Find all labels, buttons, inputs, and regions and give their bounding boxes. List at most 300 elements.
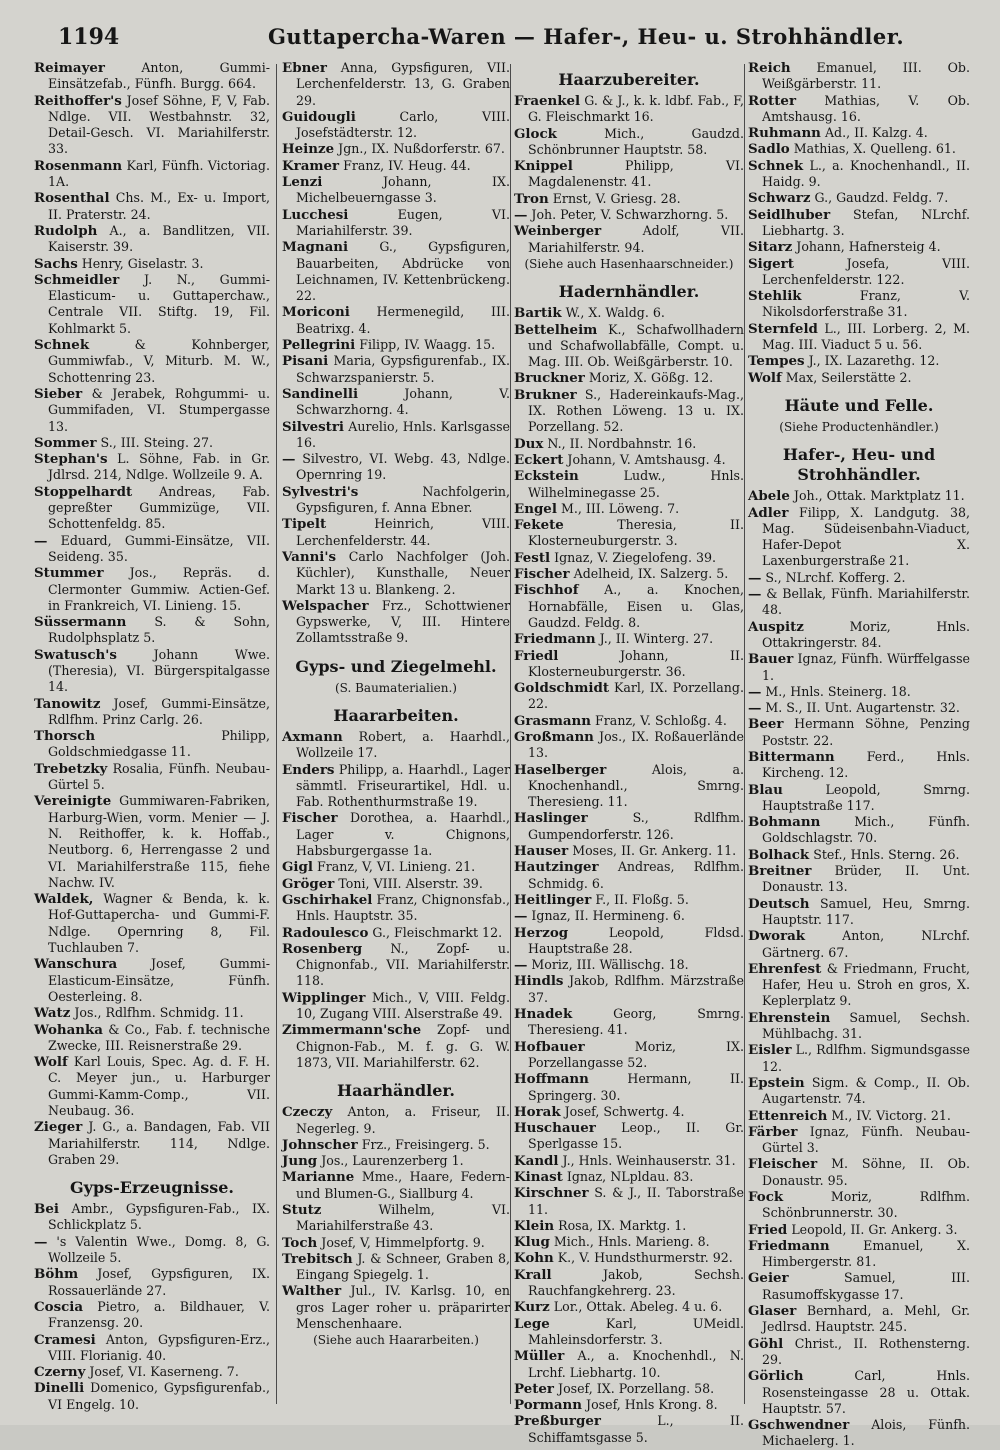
directory-entry xyxy=(514,729,744,762)
directory-entry xyxy=(282,60,510,109)
entry-details: Henry, Giselastr. 3. xyxy=(81,255,204,271)
directory-entry xyxy=(748,1156,970,1189)
entry-details: Ignaz, Fünfh. Würffelgasse 1. xyxy=(762,651,970,683)
entry-details: Wagner & Benda, k. k. Hof-Guttapercha- und Gummi-F. Ndlge. Opernring 8, Fil. Tuchlauben 7. xyxy=(48,891,270,956)
entry-name: Bei xyxy=(34,1201,59,1218)
entry-details: Hermenegild, III. Beatrixg. 4. xyxy=(296,304,510,336)
entry-details: Moriz, III. Wällischg. 18. xyxy=(531,957,689,973)
directory-entry xyxy=(748,700,970,716)
entry-details: Mathias, X. Quelleng. 61. xyxy=(793,141,956,157)
entry-name: Silvestri xyxy=(282,418,345,435)
entry-details: J. & Schneer, Graben 8, Eingang Spiegelg. 1. xyxy=(296,1250,510,1283)
column-4 xyxy=(748,60,970,1449)
entry-name: Lenzi xyxy=(282,174,323,191)
entry-name: — xyxy=(34,1233,48,1250)
entry-details: Alois, a. Knochenhandl., Smrng. Theresieng. 11. xyxy=(528,761,744,810)
entry-name: Haselberger xyxy=(514,761,607,778)
directory-entry xyxy=(514,892,744,908)
directory-entry xyxy=(748,570,970,586)
entry-name: Reimayer xyxy=(34,60,105,76)
entry-name: Sylvestri's xyxy=(282,483,359,500)
directory-entry xyxy=(748,863,970,896)
directory-entry xyxy=(514,1381,744,1397)
entry-name: Preßburger xyxy=(514,1413,601,1430)
directory-entry xyxy=(282,762,510,811)
entry-details: Josef, Gummi-Elasticum-Einsätze, Fünfh. Oesterleing. 8. xyxy=(48,956,270,1004)
directory-entry xyxy=(514,925,744,958)
column-2 xyxy=(282,60,510,1410)
entry-name: Sigert xyxy=(748,255,794,272)
entry-name: Radoulesco xyxy=(282,924,369,941)
entry-details: Aurelio, Hnls. Karlsgasse 16. xyxy=(296,418,510,450)
entry-name: Dinelli xyxy=(34,1380,85,1397)
entry-details: A., a. Knochen, Hornabfälle, Eisen u. Glas, Gaudzd. Feldg. 8. xyxy=(528,582,744,630)
entry-details: Rosalia, Fünfh. Neubau-Gürtel 5. xyxy=(48,760,270,793)
entry-name: Görlich xyxy=(748,1368,804,1385)
entry-name: Pormann xyxy=(514,1397,583,1414)
entry-name: Reithoffer's xyxy=(34,92,122,109)
directory-entry xyxy=(514,762,744,811)
directory-entry xyxy=(514,908,744,924)
entry-name: Großmann xyxy=(514,728,594,745)
entry-details: Jos., Repräs. d. Clermonter Gummiw. Actien-Gef. in Frankreich, VI. Linieng. 15. xyxy=(48,565,270,613)
directory-entry xyxy=(34,696,270,729)
directory-entry xyxy=(748,1417,970,1450)
entry-details: Anton, NLrchf. Gärtnerg. 67. xyxy=(762,928,970,960)
entry-name: Gschirhakel xyxy=(282,891,373,908)
entry-name: Bolhack xyxy=(748,846,810,863)
directory-entry xyxy=(514,582,744,631)
directory-entry xyxy=(282,484,510,517)
running-head: Guttapercha-Waren — Hafer-, Heu- u. Strohhändler. xyxy=(268,24,905,49)
entry-details: Karl, Fünfh. Victoriag. 1A. xyxy=(48,157,270,190)
entry-details: Heinrich, VIII. Lerchenfelderstr. 44. xyxy=(296,516,510,548)
entry-details: Rosa, IX. Marktg. 1. xyxy=(558,1217,687,1233)
entry-details: Josef, Schwertg. 4. xyxy=(564,1103,685,1119)
directory-entry xyxy=(514,1006,744,1039)
entry-name: Sieber xyxy=(34,385,83,402)
entry-details: Nachfolgerin, Gypsfiguren, f. Anna Ebner. xyxy=(296,483,510,516)
entry-details: Sigm. & Comp., II. Ob. Augartenstr. 74. xyxy=(762,1074,970,1107)
entry-details: Anna, Gypsfiguren, VII. Lerchenfelderstr. 13, G. Graben 29. xyxy=(296,60,510,108)
entry-details: Johann, V. Amtshausg. 4. xyxy=(567,451,726,467)
entry-name: Welspacher xyxy=(282,597,369,614)
directory-entry xyxy=(34,190,270,223)
directory-entry xyxy=(34,1119,270,1168)
directory-entry xyxy=(748,1189,970,1222)
directory-entry xyxy=(282,859,510,875)
entry-details: Johann, IX. Michelbeuerngasse 3. xyxy=(296,174,510,206)
directory-entry xyxy=(748,651,970,684)
section-heading: Hadernhändler. xyxy=(558,282,700,302)
entry-name: Swatusch's xyxy=(34,646,117,663)
entry-details: Moriz, Hnls. Ottakringerstr. 84. xyxy=(762,618,970,650)
entry-name: — xyxy=(748,700,762,717)
directory-entry xyxy=(282,353,510,386)
entry-details: Ad., II. Kalzg. 4. xyxy=(824,125,928,141)
entry-details: Ambr., Gypsfiguren-Fab., IX. Schlickplatz 5. xyxy=(48,1201,270,1233)
entry-details: Jos., Rdlfhm. Schmidg. 11. xyxy=(74,1005,244,1021)
section-heading: Gyps-Erzeugnisse. xyxy=(70,1178,234,1198)
entry-name: Sandinelli xyxy=(282,385,359,402)
entry-details: Leop., II. Gr. Sperlgasse 15. xyxy=(528,1120,744,1152)
entry-name: Reich xyxy=(748,60,791,76)
entry-name: Tempes xyxy=(748,353,805,370)
directory-entry xyxy=(748,256,970,289)
directory-entry xyxy=(282,1022,510,1071)
entry-name: Goldschmidt xyxy=(514,680,610,697)
directory-entry xyxy=(514,1250,744,1266)
entry-name: — xyxy=(748,569,762,586)
entry-details: Emanuel, X. Himbergerstr. 81. xyxy=(762,1237,970,1270)
entry-details: Franz, V. Nikolsdorferstraße 31. xyxy=(762,288,970,320)
entry-details: J., IX. Lazarethg. 12. xyxy=(808,353,940,369)
entry-name: Lege xyxy=(514,1315,550,1332)
directory-entry xyxy=(514,1267,744,1300)
directory-entry xyxy=(748,190,970,206)
directory-entry xyxy=(514,1071,744,1104)
entry-details: Hermann, II. Springerg. 30. xyxy=(528,1071,744,1103)
directory-entry xyxy=(282,598,510,647)
entry-name: Weinberger xyxy=(514,223,602,240)
directory-entry xyxy=(514,1218,744,1234)
entry-details: Samuel, Heu, Smrng. Hauptstr. 117. xyxy=(762,895,970,927)
directory-entry xyxy=(514,1397,744,1413)
directory-entry xyxy=(514,1234,744,1250)
entry-name: Kandl xyxy=(514,1152,559,1169)
entry-name: Bittermann xyxy=(748,748,835,765)
section-heading: Häute und Felle. xyxy=(784,395,934,415)
entry-name: Heitlinger xyxy=(514,891,592,908)
entry-details: A., a. Knochenhdl., N. Lrchf. Liebhartg. 10. xyxy=(528,1348,744,1380)
entry-details: Theresia, II. Klosterneuburgerstr. 3. xyxy=(528,517,744,549)
entry-name: Fischer xyxy=(514,566,570,583)
entry-name: Axmann xyxy=(282,728,343,745)
entry-name: Hofbauer xyxy=(514,1038,585,1055)
entry-name: Eckstein xyxy=(514,468,579,485)
directory-entry xyxy=(34,565,270,614)
entry-name: — xyxy=(748,683,762,700)
directory-entry xyxy=(514,810,744,843)
entry-name: Fischhof xyxy=(514,582,579,599)
entry-name: Sommer xyxy=(34,434,97,451)
entry-details: M., Hnls. Steinerg. 18. xyxy=(765,683,911,699)
entry-details: & Co., Fab. f. technische Zwecke, III. Reisnerstraße 29. xyxy=(48,1021,270,1053)
entry-name: Pellegrini xyxy=(282,337,356,354)
directory-entry xyxy=(282,1169,510,1202)
entry-name: Sitarz xyxy=(748,239,793,256)
directory-entry xyxy=(514,370,744,386)
entry-details: S. & Sohn, Rudolphsplatz 5. xyxy=(48,614,270,646)
directory-entry xyxy=(34,793,270,891)
entry-details: Zopf- und Chignon-Fab., M. f. g. G. W. 1873, VII. Mariahilferstr. 62. xyxy=(296,1022,510,1070)
directory-entry xyxy=(282,304,510,337)
entry-details: Ludw., Hnls. Wilhelminegasse 25. xyxy=(528,468,744,500)
column-3 xyxy=(514,60,744,1445)
directory-entry xyxy=(748,1238,970,1271)
cross-reference-note: (Siehe auch Haararbeiten.) xyxy=(313,1333,479,1348)
directory-entry xyxy=(34,1201,270,1234)
directory-entry xyxy=(282,337,510,353)
entry-details: Jos., IX. Roßauerlände 13. xyxy=(528,728,744,761)
entry-details: Frz., Freisingerg. 5. xyxy=(361,1136,490,1152)
entry-details: Franz, V, VI. Linieng. 21. xyxy=(317,859,476,875)
entry-details: M. S., II. Unt. Augartenstr. 32. xyxy=(765,700,960,716)
section-heading: Haarhändler. xyxy=(337,1081,455,1101)
entry-details: S., Hadereinkaufs-Mag., IX. Rothen Löweng. 13 u. IX. Porzellang. 52. xyxy=(528,386,744,435)
entry-name: Stehlik xyxy=(748,288,802,305)
entry-details: Franz, IV. Heug. 44. xyxy=(343,157,471,173)
entry-name: — xyxy=(748,586,762,603)
entry-name: Festl xyxy=(514,549,551,566)
directory-entry xyxy=(514,126,744,159)
directory-entry xyxy=(514,191,744,207)
entry-name: Guidougli xyxy=(282,108,356,125)
entry-name: Lucchesi xyxy=(282,206,349,223)
entry-name: Adler xyxy=(748,504,789,521)
column-divider xyxy=(744,64,745,1404)
directory-entry xyxy=(748,125,970,141)
entry-name: Hnadek xyxy=(514,1006,573,1023)
directory-entry xyxy=(748,1042,970,1075)
entry-name: Zieger xyxy=(34,1119,83,1136)
entry-name: — xyxy=(282,451,296,468)
directory-entry xyxy=(34,158,270,191)
entry-details: Eugen, VI. Mariahilferstr. 39. xyxy=(296,206,510,238)
entry-details: Josef, IX. Porzellang. 58. xyxy=(558,1380,715,1396)
entry-details: Karl, IX. Porzellang. 22. xyxy=(528,680,744,712)
entry-name: Fried xyxy=(748,1221,788,1238)
entry-name: Klug xyxy=(514,1234,550,1251)
entry-name: Seidlhuber xyxy=(748,206,831,223)
entry-name: Ettenreich xyxy=(748,1107,828,1124)
directory-entry xyxy=(282,239,510,304)
entry-name: Trebetzky xyxy=(34,760,108,777)
entry-details: Josef, Hnls Krong. 8. xyxy=(586,1397,718,1413)
entry-details: Jgn., IX. Nußdorferstr. 67. xyxy=(338,141,505,157)
entry-details: Ferd., Hnls. Kircheng. 12. xyxy=(762,748,970,781)
entry-name: Haslinger xyxy=(514,810,588,827)
page-number: 1194 xyxy=(58,24,120,50)
entry-name: Göhl xyxy=(748,1335,784,1352)
directory-entry xyxy=(748,60,970,93)
entry-details: S., NLrchf. Kofferg. 2. xyxy=(765,569,906,585)
entry-details: K., Schafwollhadern und Schafwollabfälle, Compt. u. Mag. III. Ob. Weißgärberstr. 10. xyxy=(528,321,744,370)
directory-entry xyxy=(748,141,970,157)
entry-details: Karl, UMeidl. Mahleinsdorferstr. 3. xyxy=(528,1315,744,1347)
entry-name: Engel xyxy=(514,500,557,517)
entry-details: Mme., Haare, Federn- und Blumen-G., Siallburg 4. xyxy=(296,1169,510,1201)
entry-details: Bernhard, a. Mehl, Gr. Jedlrsd. Hauptstr. 245. xyxy=(762,1303,970,1335)
entry-details: L., III. Lorberg. 2, M. Mag. III. Viaduct 5 u. 56. xyxy=(762,320,970,353)
entry-details: S., Rdlfhm. Gumpendorferstr. 126. xyxy=(528,810,744,842)
directory-entry xyxy=(282,549,510,598)
entry-name: Vanni's xyxy=(282,548,337,565)
entry-name: Zimmermann'sche xyxy=(282,1022,422,1039)
directory-entry xyxy=(34,386,270,435)
entry-details: Stefan, NLrchf. Liebhartg. 3. xyxy=(762,206,970,238)
directory-entry xyxy=(514,957,744,973)
directory-entry xyxy=(282,1235,510,1251)
entry-details: Franz, Chignonsfab., Hnls. Hauptstr. 35. xyxy=(296,891,510,924)
directory-entry xyxy=(34,728,270,761)
directory-entry xyxy=(34,1005,270,1021)
entry-details: Mich., Gaudzd. Schönbrunner Hauptstr. 58. xyxy=(528,125,744,157)
entry-name: Rotter xyxy=(748,92,797,109)
directory-entry xyxy=(282,892,510,925)
directory-entry xyxy=(514,1413,744,1446)
directory-entry xyxy=(514,517,744,550)
directory-entry xyxy=(514,93,744,126)
entry-details: G., Gypsfiguren, Bauarbeiten, Abdrücke von Leichnamen, IV. Kettenbrückeng. 22. xyxy=(296,239,510,304)
entry-details: Filipp, X. Landgutg. 38, Mag. Südeisenbahn-Viaduct, Hafer-Depot X. Laxenburgerstraße 21. xyxy=(762,504,970,569)
entry-details: Anton, Gummi-Einsätzefab., Fünfh. Burgg. 664. xyxy=(48,60,270,92)
entry-name: Bettelheim xyxy=(514,321,598,338)
directory-entry xyxy=(34,272,270,337)
directory-entry xyxy=(34,337,270,386)
entry-name: Auspitz xyxy=(748,618,804,635)
directory-entry xyxy=(282,1202,510,1235)
entry-name: — xyxy=(514,207,528,224)
entry-name: Schmeidler xyxy=(34,271,120,288)
entry-details: L., II. Schiffamtsgasse 5. xyxy=(528,1413,744,1445)
entry-details: Emanuel, III. Ob. Weißgärberstr. 11. xyxy=(762,60,970,92)
directory-entry xyxy=(748,353,970,369)
entry-details: Josef Söhne, F, V, Fab. Ndlge. VII. Westbahnstr. 32, Detail-Gesch. VI. Mariahilferstr. 33. xyxy=(48,92,270,157)
entry-details: N., II. Nordbahnstr. 16. xyxy=(547,435,697,451)
directory-entry xyxy=(34,956,270,1005)
directory-entry xyxy=(282,1283,510,1332)
entry-details: Stef., Hnls. Sterng. 26. xyxy=(813,846,960,862)
directory-entry xyxy=(748,928,970,961)
entry-details: N., Zopf- u. Chignonfab., VII. Mariahilferstr. 118. xyxy=(296,940,510,989)
directory-entry xyxy=(282,1104,510,1137)
entry-name: Deutsch xyxy=(748,895,810,912)
entry-name: Magnani xyxy=(282,239,349,256)
entry-details: J. G., a. Bandagen, Fab. VII Mariahilferstr. 114, Ndlge. Graben 29. xyxy=(48,1119,270,1167)
directory-entry xyxy=(514,550,744,566)
directory-entry xyxy=(748,505,970,570)
entry-details: Jakob, Rdlfhm. Märzstraße 37. xyxy=(528,973,744,1005)
entry-details: Samuel, III. Rasumoffskygasse 17. xyxy=(762,1270,970,1302)
entry-name: Gigl xyxy=(282,859,313,876)
directory-entry xyxy=(282,876,510,892)
directory-entry xyxy=(748,1270,970,1303)
directory-entry xyxy=(748,1010,970,1043)
entry-details: G. & J., k. k. ldbf. Fab., F, G. Fleischmarkt 16. xyxy=(528,93,744,125)
entry-details: Philipp, a. Haarhdl., Lager sämmtl. Friseurartikel, Hdl. u. Fab. Rothenthurmstraße 19. xyxy=(296,761,510,810)
entry-details: Robert, a. Haarhdl., Wollzeile 17. xyxy=(296,728,510,761)
entry-details: Karl Louis, Spec. Ag. d. F. H. C. Meyer jun., u. Harburger Gummi-Kamm-Comp., VII. Neubaug. 36. xyxy=(48,1054,270,1118)
entry-details: Chs. M., Ex- u. Import, II. Praterstr. 24. xyxy=(48,190,270,222)
entry-name: Tron xyxy=(514,190,549,207)
entry-details: & Friedmann, Frucht, Hafer, Heu u. Stroh en gros, X. Keplerplatz 9. xyxy=(762,960,970,1009)
directory-entry xyxy=(34,1054,270,1119)
entry-details: G., Fleischmarkt 12. xyxy=(372,924,503,940)
directory-entry xyxy=(748,619,970,652)
entry-name: Wolf xyxy=(34,1054,68,1071)
directory-entry xyxy=(514,1039,744,1072)
entry-name: Fischer xyxy=(282,810,338,827)
entry-details: Max, Seilerstätte 2. xyxy=(785,369,912,385)
directory-entry xyxy=(514,387,744,436)
directory-entry xyxy=(282,141,510,157)
directory-entry xyxy=(514,452,744,468)
directory-entry xyxy=(34,614,270,647)
entry-details: Lor., Ottak. Abeleg. 4 u. 6. xyxy=(553,1299,723,1315)
directory-entry xyxy=(34,435,270,451)
entry-name: Rudolph xyxy=(34,222,98,239)
entry-name: Sadlo xyxy=(748,141,790,158)
directory-entry xyxy=(748,1124,970,1157)
directory-entry xyxy=(748,321,970,354)
column-divider xyxy=(510,64,511,1404)
entry-details: & Bellak, Fünfh. Mariahilferstr. 48. xyxy=(762,586,970,618)
entry-name: Friedmann xyxy=(514,631,596,648)
directory-entry xyxy=(282,1153,510,1169)
entry-name: Rosenmann xyxy=(34,157,123,174)
entry-name: Klein xyxy=(514,1217,555,1234)
entry-details: K., V. Hundsthurmerstr. 92. xyxy=(557,1250,733,1266)
entry-name: Ehrenfest xyxy=(748,960,822,977)
directory-entry xyxy=(514,631,744,647)
entry-name: Knippel xyxy=(514,158,573,175)
directory-entry xyxy=(748,1075,970,1108)
directory-entry xyxy=(748,1336,970,1369)
entry-name: Huschauer xyxy=(514,1120,596,1137)
entry-details: Filipp, IV. Waagg. 15. xyxy=(359,337,496,353)
entry-name: Fekete xyxy=(514,517,564,534)
directory-entry xyxy=(748,207,970,240)
directory-entry xyxy=(748,684,970,700)
entry-name: Hoffmann xyxy=(514,1071,589,1088)
directory-entry xyxy=(748,1222,970,1238)
directory-entry xyxy=(514,859,744,892)
directory-entry xyxy=(514,305,744,321)
entry-details: Johann, II. Klosterneuburgerstr. 36. xyxy=(528,647,744,679)
entry-name: Vereinigte xyxy=(34,793,112,810)
entry-name: Sachs xyxy=(34,255,78,272)
directory-entry xyxy=(514,1120,744,1153)
directory-entry xyxy=(34,256,270,272)
entry-name: Kohn xyxy=(514,1250,554,1267)
entry-name: Böhm xyxy=(34,1266,79,1283)
directory-entry xyxy=(282,516,510,549)
entry-details: Andreas, Fab. gepreßter Gummizüge, VII. Schottenfeldg. 85. xyxy=(48,483,270,532)
entry-name: Grasmann xyxy=(514,712,592,729)
directory-entry xyxy=(34,1364,270,1380)
entry-name: Stutz xyxy=(282,1202,322,1218)
entry-details: Johann, Hafnersteig 4. xyxy=(796,239,941,255)
entry-name: Fleischer xyxy=(748,1156,818,1173)
entry-name: Glaser xyxy=(748,1303,797,1320)
entry-details: Johann Wwe. (Theresia), VI. Bürgerspitalgasse 14. xyxy=(48,646,270,695)
entry-name: Bruckner xyxy=(514,370,585,387)
entry-details: Leopold, II. Gr. Ankerg. 3. xyxy=(791,1221,958,1237)
entry-details: Philipp, VI. Magdalenenstr. 41. xyxy=(528,158,744,190)
entry-details: Josef, Gummi-Einsätze, Rdlfhm. Prinz Carlg. 26. xyxy=(48,695,270,727)
cross-reference-note: (S. Baumaterialien.) xyxy=(335,680,457,695)
entry-name: Ehrenstein xyxy=(748,1009,831,1026)
entry-name: Toch xyxy=(282,1234,318,1251)
directory-entry xyxy=(514,158,744,191)
directory-entry xyxy=(514,1299,744,1315)
directory-entry xyxy=(514,1348,744,1381)
directory-entry xyxy=(748,158,970,191)
entry-name: Fock xyxy=(748,1189,784,1205)
entry-name: Peter xyxy=(514,1380,554,1397)
cross-reference-note: (Siehe Productenhändler.) xyxy=(779,419,939,434)
